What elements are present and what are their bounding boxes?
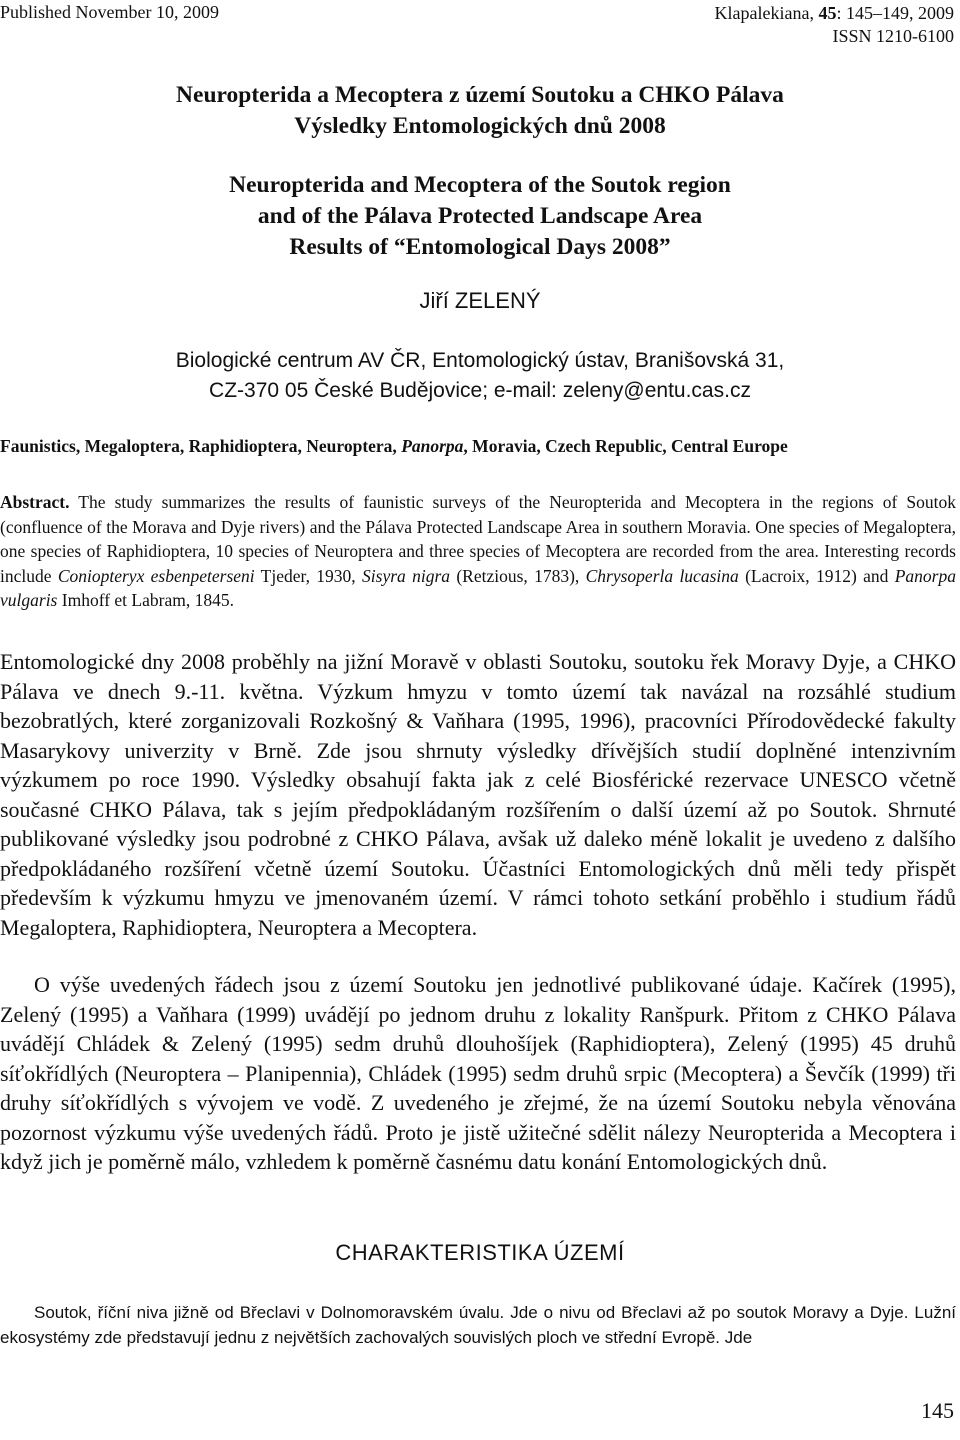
page-number: 145 (921, 1398, 954, 1423)
author-name: Jiří ZELENÝ (419, 288, 541, 313)
body-paragraph-1: Entomologické dny 2008 proběhly na jižní Moravě v oblasti Soutoku, soutoku řek Moravy Dyje, a CHKO Pálava ve dnech 9.-11. května. Výzkum hmyzu v tomto území tak navázal na rozsáhlé studium bezobratlých, které zorganizovali Rozkošný & Vaňhara (1995, 1996), pracovníci Přírodovědecké fakulty Masarykovy univerzity v Brně. Zde jsou shrnuty výsledky dřívějších studií doplněné intenzivním výzkumem po roce 1990. Výsledky obsahují fakta jak z celé Biosférické rezervace UNESCO včetně současné CHKO Pálava, tak s jejím předpokládaným rozšířením o další území až po Soutok. Shrnuté publikované výsledky jsou podrobné z CHKO Pálava, avšak už daleko méně lokalit je uvedeno z dalšího předpokládaného rozšíření včetně území Soutoku. Účastníci Entomologických dnů měli tedy přispět především k výzkumu hmyzu ve jmenovaném území. V rámci tohoto setkání proběhlo i studium řádů Megaloptera, Raphidioptera, Neuroptera a Mecoptera. (0, 649, 956, 940)
abstract-species-4: Panorpa vulgaris (0, 565, 956, 610)
abstract-species-2: Sisyra nigra (362, 565, 451, 586)
abstract-text-4: (Lacroix, 1912) and (738, 565, 895, 586)
issn: ISSN 1210-6100 (832, 26, 954, 46)
abstract (0, 490, 956, 613)
abstract-text-2: Tjeder, 1930, (254, 565, 363, 586)
abstract-label: Abstract. (0, 492, 70, 512)
title-english-line1: Neuropterida and Mecoptera of the Soutok region (229, 172, 731, 198)
abstract-species-1: Coniopteryx esbenpeterseni (57, 565, 255, 586)
title-czech (0, 80, 960, 142)
keywords-part1: Faunistics, Megaloptera, Raphidioptera, Neuroptera, (0, 436, 402, 456)
section-heading: CHARAKTERISTIKA ÚZEMÍ (335, 1240, 625, 1265)
title-english-line2: and of the Pálava Protected Landscape Area (257, 203, 703, 229)
affiliation-line2: CZ-370 05 České Budějovice; e-mail: zeleny@entu.cas.cz (209, 379, 751, 402)
abstract-text-5: Imhoff et Labram, 1845. (57, 590, 234, 610)
published-date: Published November 10, 2009 (0, 2, 219, 22)
keywords-part2: , Moravia, Czech Republic, Central Europe (463, 436, 788, 456)
title-english-line3: Results of “Entomological Days 2008” (289, 234, 671, 260)
affiliation-line1: Biologické centrum AV ČR, Entomologický ústav, Branišovská 31, (175, 349, 785, 372)
title-czech-line2: Výsledky Entomologických dnů 2008 (294, 113, 666, 139)
keywords-italic: Panorpa (401, 436, 464, 456)
title-czech-line1: Neuropterida a Mecoptera z území Soutoku a CHKO Pálava (176, 82, 784, 108)
journal-volume-line (715, 2, 954, 25)
title-english (0, 170, 960, 263)
body-paragraph-2: O výše uvedených řádech jsou z území Soutoku jen jednotlivé publikované údaje. Kačírek (1995), Zelený (1995) a Vaňhara (1999) uvádějí po jednom druhu z lokality Ranšpurk. Přitom z CHKO Pálava uvádějí Chládek & Zelený (1995) sedm druhů dlouhošíjek (Raphidioptera), Zelený (1995) 45 druhů síťokřídlých (Neuroptera – Planipennia), Chládek (1995) sedm druhů srpic (Mecoptera) a Ševčík (1999) tři druhy síťokřídlých s vývojem ve vodě. Z uvedeného je zřejmé, že na území Soutoku nebyla věnována pozornost výzkumu výše uvedených řádů. Proto je jistě užitečné sdělit nálezy Neuropterida a Mecoptera i když jich je poměrně málo, vzhledem k poměrně časnému datu konání Entomologických dnů. (0, 972, 956, 1174)
abstract-text-1: The study summarizes the results of faunistic surveys of the Neuropterida and Mecoptera in the regions of Soutok (confluence of the Morava and Dyje rivers) and the Pálava Protected Landscape Area in southern Moravia. One species of Megaloptera, one species of Raphidioptera, 10 species of Neuroptera and three species of Mecoptera are recorded from the area. Interesting records include (0, 492, 956, 586)
author-affiliation (0, 346, 960, 406)
journal-citation (715, 2, 954, 48)
keywords (0, 436, 788, 457)
journal-pages: : 145–149, 2009 (836, 3, 954, 23)
journal-volume: 45 (818, 3, 837, 23)
abstract-text-3: (Retzious, 1783), (450, 565, 586, 586)
section-paragraph: Soutok, říční niva jižně od Břeclavi v Dolnomoravském úvalu. Jde o nivu od Břeclavi až po soutok Moravy a Dyje. Lužní ekosystémy zde představují jednu z největších zachovalých souvislých ploch ve střední Evropě. Jde (0, 1303, 956, 1347)
journal-name: Klapalekiana, (714, 3, 819, 23)
abstract-species-3: Chrysoperla lucasina (585, 565, 739, 586)
